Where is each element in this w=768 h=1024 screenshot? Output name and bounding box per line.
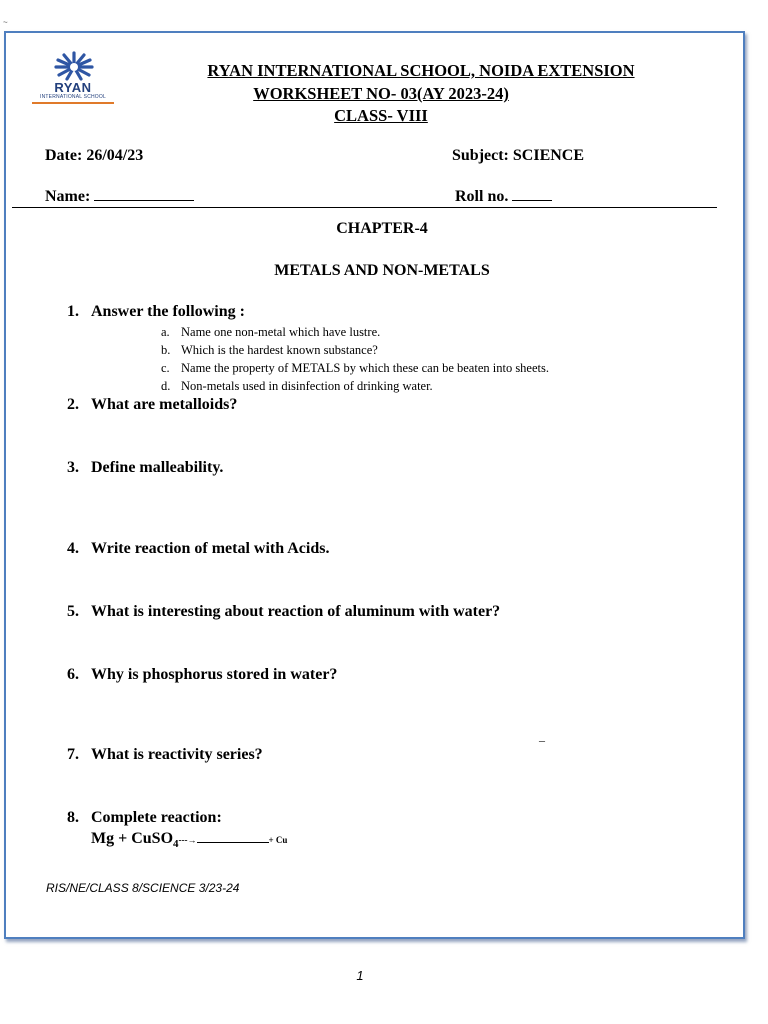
question-number: 4. [67,540,79,557]
question-2 [67,396,237,414]
name-field [45,186,194,206]
question-text: What are metalloids? [91,396,238,413]
question-4 [67,540,329,558]
question-text: Complete reaction: [91,809,222,826]
roll-field [455,186,552,206]
question-text: Define malleability. [91,459,224,476]
page-number: 1 [356,968,364,983]
question-text: Answer the following : [91,303,245,320]
question-7 [67,746,263,764]
sub-item-text: Name the property of METALS by which these can be beaten into sheets. [181,361,549,375]
reaction-subscript: 4 [173,838,179,851]
question-8 [67,809,222,827]
reaction-equation [91,830,287,850]
name-blank[interactable] [94,186,194,201]
chapter-number: CHAPTER-4 [336,220,428,237]
question-number: 2. [67,396,79,413]
sub-item-b [161,341,549,359]
sub-item-text: Non-metals used in disinfection of drinking water. [181,379,433,393]
sub-item-letter: b. [161,343,171,357]
corner-mark: ~ [3,18,8,27]
question-text: Why is phosphorus stored in water? [91,666,338,683]
worksheet-page [4,31,745,939]
stray-mark: – [539,733,545,747]
date-field [45,147,143,165]
question-number: 7. [67,746,79,763]
sub-item-letter: c. [161,361,170,375]
logo-subtext: INTERNATIONAL SCHOOL [40,94,106,100]
question-5 [67,603,500,621]
date-value: 26/04/23 [86,147,144,164]
question-number: 3. [67,459,79,476]
roll-blank[interactable] [512,186,552,201]
subject-label: Subject: [452,147,509,164]
school-name-title: RYAN INTERNATIONAL SCHOOL, NOIDA EXTENSION [207,61,635,80]
roll-label: Roll no. [455,188,509,205]
subject-value: SCIENCE [512,147,585,164]
sub-item-letter: a. [161,325,170,339]
footer-code: RIS/NE/CLASS 8/SCIENCE 3/23-24 [46,881,240,895]
logo-word: RYAN [54,80,92,95]
sub-item-text: Name one non-metal which have lustre. [181,325,381,339]
question-text: What is reactivity series? [91,746,263,763]
sub-item-letter: d. [161,379,171,393]
sub-item-d [161,377,549,395]
reaction-arrow: ---→ [178,835,197,845]
reaction-reactants: Mg + CuSO [91,830,174,847]
question-6 [67,666,337,684]
name-label: Name: [45,188,91,205]
question-number: 8. [67,809,79,826]
sub-item-a [161,323,549,341]
school-logo [26,51,122,115]
class-title: CLASS- VIII [334,106,428,125]
worksheet-number-title: WORKSHEET NO- 03(AY 2023-24) [253,84,509,103]
reaction-answer-blank[interactable] [197,832,269,843]
question-1 [67,303,245,321]
question-text: What is interesting about reaction of aluminum with water? [91,603,501,620]
subject-field [452,147,584,165]
question-1-sub-items [161,323,549,395]
reaction-product: + Cu [268,835,288,845]
sub-item-c [161,359,549,377]
date-label: Date: [45,147,83,164]
header-divider [12,207,717,208]
chapter-title: METALS AND NON-METALS [274,262,490,279]
sub-item-text: Which is the hardest known substance? [181,343,378,357]
question-text: Write reaction of metal with Acids. [91,540,330,557]
logo-underline [32,102,114,104]
question-3 [67,459,223,477]
question-number: 6. [67,666,79,683]
question-number: 1. [67,303,79,320]
question-number: 5. [67,603,79,620]
